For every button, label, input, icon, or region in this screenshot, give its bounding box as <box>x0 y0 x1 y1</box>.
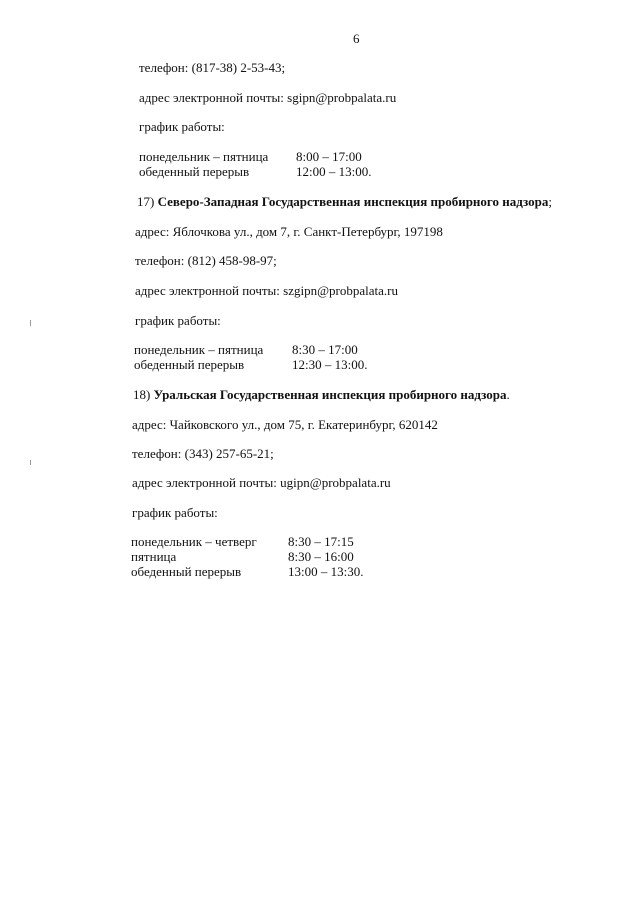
schedule-label: обеденный перерыв <box>139 164 250 179</box>
section18-email: адрес электронной почты: ugipn@probpalata.ru <box>132 475 391 490</box>
schedule-time: 8:00 – 17:00 <box>296 149 362 164</box>
schedule-time: 8:30 – 16:00 <box>288 549 354 564</box>
section17-email: адрес электронной почты: szgipn@probpalata.ru <box>135 283 398 298</box>
page-number: 6 <box>353 31 360 46</box>
section18-number: 18) <box>133 387 151 402</box>
schedule-time: 12:00 – 13:00. <box>296 164 372 179</box>
scan-mark <box>30 320 31 326</box>
schedule-time: 13:00 – 13:30. <box>288 564 364 579</box>
schedule-label: понедельник – пятница <box>134 342 264 357</box>
section16-email: адрес электронной почты: sgipn@probpalata.ru <box>139 90 397 105</box>
section17-title-end: ; <box>548 194 552 209</box>
section18-schedule-title: график работы: <box>132 505 218 520</box>
schedule-label: обеденный перерыв <box>134 357 245 372</box>
section17-address: адрес: Яблочкова ул., дом 7, г. Санкт-Петербург, 197198 <box>135 224 443 239</box>
scan-mark <box>30 460 31 465</box>
schedule-label: понедельник – пятница <box>139 149 269 164</box>
schedule-time: 8:30 – 17:15 <box>288 534 354 549</box>
section17-heading <box>137 194 552 209</box>
section16-schedule-title: график работы: <box>139 119 225 134</box>
schedule-label: пятница <box>131 549 177 564</box>
schedule-time: 8:30 – 17:00 <box>292 342 358 357</box>
section17-title: Северо-Западная Государственная инспекция пробирного надзора <box>157 194 549 209</box>
section18-title-end: . <box>506 387 510 402</box>
section17-phone: телефон: (812) 458-98-97; <box>135 253 277 268</box>
section17-schedule-title: график работы: <box>135 313 221 328</box>
section18-heading <box>133 387 510 402</box>
schedule-time: 12:30 – 13:00. <box>292 357 368 372</box>
section16-phone: телефон: (817-38) 2-53-43; <box>139 60 286 75</box>
schedule-label: обеденный перерыв <box>131 564 242 579</box>
section18-title: Уральская Государственная инспекция пробирного надзора <box>153 387 507 402</box>
section18-address: адрес: Чайковского ул., дом 75, г. Екатеринбург, 620142 <box>132 417 438 432</box>
section17-number: 17) <box>137 194 155 209</box>
schedule-label: понедельник – четверг <box>131 534 257 549</box>
section18-phone: телефон: (343) 257-65-21; <box>132 446 274 461</box>
